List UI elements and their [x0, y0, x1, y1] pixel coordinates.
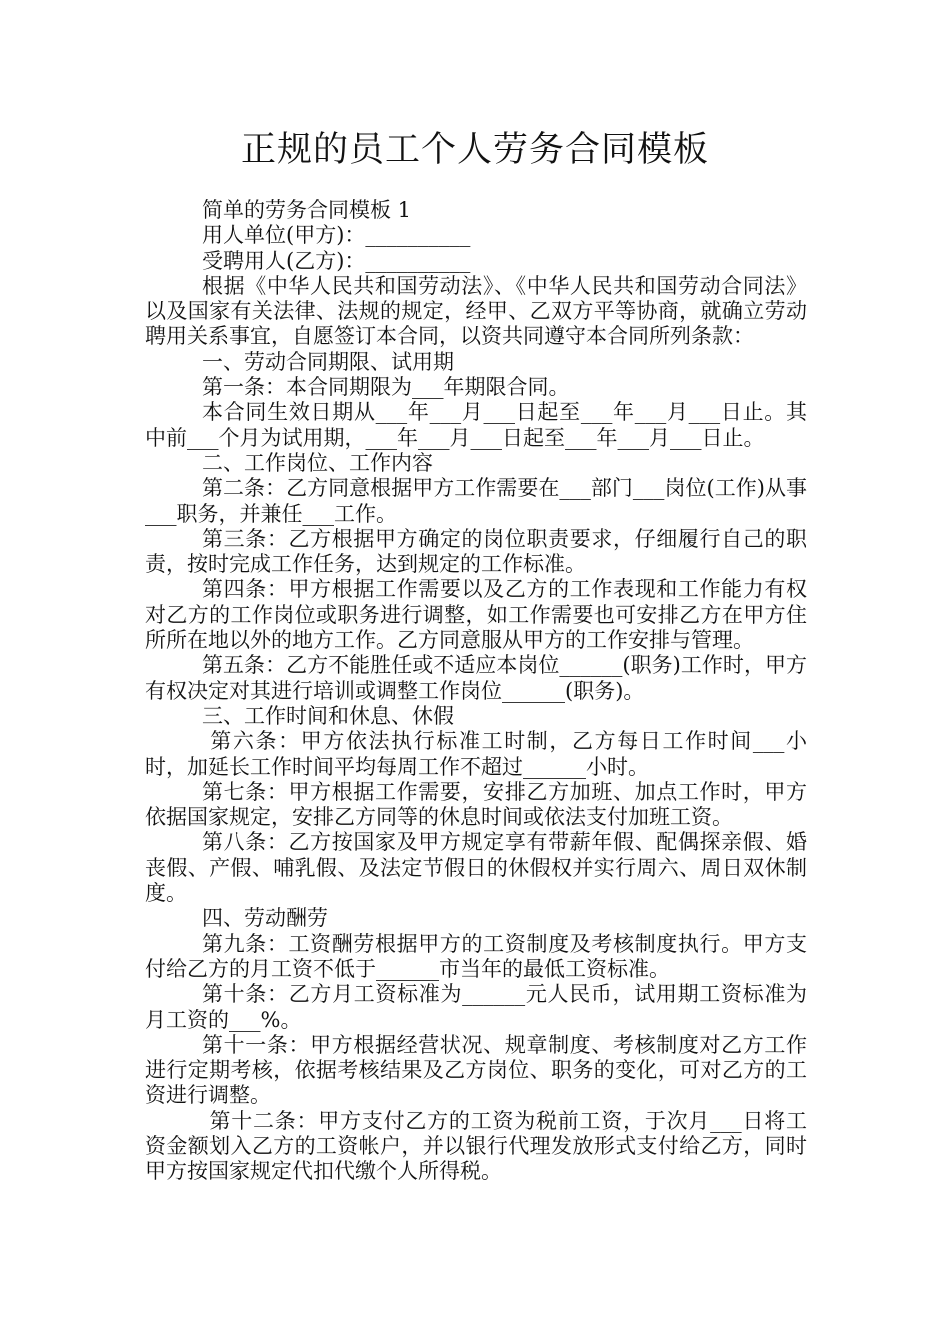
- document-title: 正规的员工个人劳务合同模板: [240, 130, 709, 170]
- clause-7: 第七条：甲方根据工作需要，安排乙方加班、加点工作时，甲方依据国家规定，安排乙方同等的休息时间或依法支付加班工资。: [145, 779, 807, 830]
- clause-1-dates: 本合同生效日期从___年___月___日起至___年___月___日止。其中前___个月为试用期，___年___月___日起至___年___月___日止。: [145, 400, 807, 450]
- paragraph-employee: 受聘用人(乙方)：__________: [202, 248, 471, 273]
- clause-4: 第四条：甲方根据工作需要以及乙方的工作表现和工作能力有权对乙方的工作岗位或职务进行调整，如工作需要也可安排乙方在甲方住所所在地以外的地方工作。乙方同意服从甲方的工作安排与管理。: [145, 577, 807, 653]
- clause-6: 第六条：甲方依法执行标准工时制，乙方每日工作时间___小时，加延长工作时间平均每周工作不超过______小时。: [145, 729, 807, 779]
- clause-12: 第十二条：甲方支付乙方的工资为税前工资，于次月___日将工资金额划入乙方的工资帐户，并以银行代理发放形式支付给乙方，同时甲方按国家规定代扣代缴个人所得税。: [145, 1108, 807, 1184]
- section-heading-2: 二、工作岗位、工作内容: [202, 450, 433, 475]
- section-heading-1: 一、劳动合同期限、试用期: [202, 349, 454, 374]
- clause-9: 第九条：工资酬劳根据甲方的工资制度及考核制度执行。甲方支付给乙方的月工资不低于______市当年的最低工资标准。: [145, 931, 807, 981]
- clause-5: 第五条：乙方不能胜任或不适应本岗位______(职务)工作时，甲方有权决定对其进行培训或调整工作岗位______(职务)。: [145, 653, 807, 703]
- paragraph-template-heading: 简单的劳务合同模板 1: [202, 198, 412, 222]
- clause-3: 第三条：乙方根据甲方确定的岗位职责要求，仔细履行自己的职责，按时完成工作任务，达到规定的工作标准。: [145, 526, 807, 577]
- clause-1: 第一条：本合同期限为___年期限合同。: [202, 375, 570, 400]
- section-heading-3: 三、工作时间和休息、休假: [202, 703, 454, 728]
- paragraph-employer: 用人单位(甲方)：__________: [202, 223, 471, 248]
- paragraph-preamble: 根据《中华人民共和国劳动法》、《中华人民共和国劳动合同法》以及国家有关法律、法规的规定，经甲、乙双方平等协商，就确立劳动聘用关系事宜，自愿签订本合同，以资共同遵守本合同所列条款：: [145, 273, 807, 349]
- clause-11: 第十一条：甲方根据经营状况、规章制度、考核制度对乙方工作进行定期考核，依据考核结果及乙方岗位、职务的变化，可对乙方的工资进行调整。: [145, 1032, 807, 1108]
- clause-8: 第八条：乙方按国家及甲方规定享有带薪年假、配偶探亲假、婚丧假、产假、哺乳假、及法定节假日的休假权并实行周六、周日双休制度。: [145, 830, 807, 906]
- document-body: [145, 198, 807, 1185]
- section-heading-4: 四、劳动酬劳: [202, 906, 328, 931]
- clause-2: 第二条：乙方同意根据甲方工作需要在___部门___岗位(工作)从事___职务，并兼任___工作。: [145, 476, 807, 526]
- clause-10: 第十条：乙方月工资标准为______元人民币，试用期工资标准为月工资的___%。: [145, 982, 807, 1032]
